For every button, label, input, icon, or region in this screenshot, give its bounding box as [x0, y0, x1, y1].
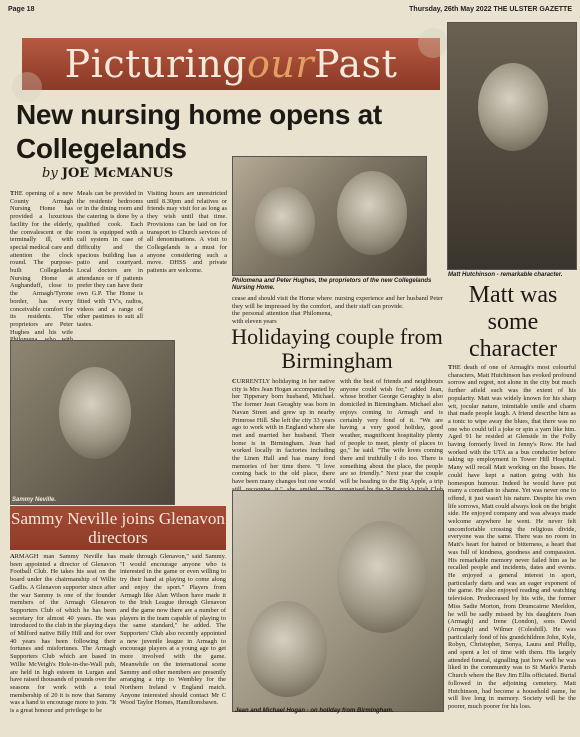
- sammy-headline-band: [10, 506, 226, 550]
- lead-column-3-visible: Visiting hours are unrestricted until 8.30pm and relatives or friends may visit for as long as they wish until that time. Provisions can be laid on for transport to Church services of all denominations. A visit to Collegelands is a must for anyone considering such a move. DHSS and private patients are welcome.: [147, 190, 227, 275]
- sammy-face: [59, 367, 131, 459]
- byline-author: JOE McMANUS: [61, 166, 174, 181]
- banner-word-our: our: [247, 42, 315, 86]
- holiday-column-1: CURRENTLY holidaying in her native city is Mrs Jean Hogan accompanied by her Tipperary born husband, Michael. The former Jean Geraghty was born in Navan Street and grew up in nearby Primrose Hill. She left the city 33 years ago to work with in England where she met and married her husband. Their home is in Birmingham. Jean had worked locally in factories including the Linen Hall and has many fond memories of her time there. "I love coming back to the old place, there have been many changes but one would: [232, 378, 335, 486]
- michael-face: [337, 521, 427, 633]
- matt-headline: Matt was some character: [468, 282, 558, 362]
- byline-prefix: by: [42, 166, 58, 181]
- lead-column-2: Meals can be provided in the residents' bedrooms or in the dining room and the catering is done by a qualified cook. Each room is equipped with a call system in case of difficulty and the spacious building has a patio and courtyard. Local doctors are in attendance or if patients prefer they can have their own G.P. The Home is fitted with TV's, radios, videos and a range of other pastimes to suit all tastes.: [77, 190, 143, 328]
- hughes-photo-caption: Philomena and Peter Hughes, the proprietors of the new Collegelands Nursing Home.: [232, 278, 432, 291]
- holiday-headline: Holidaying couple from Birmingham: [231, 324, 443, 373]
- picturing-our-past-banner: [22, 38, 440, 90]
- lead-column-5: nursing experience and her husband Peter and their staff can provide.: [335, 295, 443, 310]
- holiday-column-2: with the best of friends and neighbours anyone could wish for," added Jean, whose brother George Geraghty is also domiciled in Birmingham. Michael also enjoys coming to Armagh and is certainly very fond of it. "We are having a very good holiday, good weather, magnificent hospitality plenty of people to meet, plenty of places to go," he said. "The wife loves coming there and truthfully I do too. There is something about the place, the people are so friendly." Next year the couple will be heading to the Big Apple, a trip: [340, 378, 443, 486]
- peter-face: [337, 171, 407, 255]
- matt-hutchinson-photo: [447, 22, 577, 270]
- banner-word-picturing: Picturing: [64, 42, 248, 86]
- lead-column-1: THE opening of a new County Armagh Nursing Home has provided a luxurious facility for the elderly, the convalescent or the terminally ill, with special medical care and attention the clock round. The purpose-built Collegelands Nursing Home at Aughanduff, close to the Armagh/Tyrone border, has every conceivable comfort for its residents. The proprietors are Peter Hughes and his wife: [10, 190, 73, 336]
- matt-story-body: THE death of one of Armagh's most colourful characters, Matt Hutchinson has evoked profound sorrow and regret, not alone in the city but much further afield such was the extent of his popularity. Matt was widely known for his sharp wit, jocular nature, inimitable smile and charm that made people laugh. A friend describe him as a tonic to wipe away the blues, that there was no one who could tell a joke or spin a yarn like him. Aged 91 he resided at Glenside in the Folly having formerly lived in Jenny's Row. He had worked with the UTA as a bus conductor before taking up employment in Tower Hill Hospital. Many will recall Matt working on the buses. He could have kept a nation going with his homespun humour. Indeed he would have put many a comedian to shame. Yet was never one to offend, it just wasn't his nature. Despite his own life sorrows, Matt could always look on the bright side. He enjoyed company and was always made welcome anywhere he went. He never felt uncomfortable crossing the religious divide, everyone was the same. There was no room in Matt's heart for hatred or bitterness, a heart that was full of kindness, goodness and compassion. His remarkable memory never failed him as he recalled people and incidents, dates and events. He enjoyed a general interest in sport, particularly darts and was an eager exponent of the game. He also enjoyed reading and watching television. Predeceased by his wife, the former Miss Sadie Morton, from Drumcairne Meeldon, he will be sadly missed by his daughters Joan (Armagh) and Irene (London), sons David (Armagh) and Wilmer (Coleshill). He was particularly fond of his grandchildren John, Kyle, Robyn, Christopher, Sonya, Laura and Phillip, and spent a lot of time with them. His largely attended funeral, signalling just how well he was liked in the community was to St Mark's Parish Church where the Rev Jim Ellis officiated. Burial followed in the adjoining cemetery. Matt Hutchinson, had become a household name, he will live long in memory. Society will be the poorer, much poorer for his loss.: [448, 364, 576, 710]
- sammy-headline: Sammy Neville joins Glenavon directors: [11, 509, 225, 547]
- jean-michael-hogan-photo: [232, 490, 444, 712]
- sammy-column-1: ARMAGH man Sammy Neville has been appointed a director of Glenavon Football Club. He takes his seat on the board under the chairmanship of Willie Gadlis. A Glenavon supporter since after the war Sammy is one of the founder members of the Armagh Glenavon Supporters Club of which he has been secretary for almost 40 years. He was introduced to the club in the playing days of Milford native Billy Hill and for over 40 years has been following their fortunes and misfortunes. The Armagh Supporters Club which are based in Willie McVeigh's Hole-in-the-Wall pub, are held in high esteem in Lurgan and have raised thousands of pounds over the seasons for work with a total membership of 20 it is now that Sammy was a hand to encourage more to join. "It is a great honour and privilege to be: [10, 553, 116, 715]
- matt-photo-caption: Matt Hutchinson - remarkable character.: [448, 272, 563, 278]
- hughes-couple-photo: [232, 156, 427, 276]
- philomena-face: [255, 187, 315, 259]
- lead-byline: [42, 166, 173, 181]
- lead-headline: New nursing home opens at Collegelands: [16, 99, 382, 164]
- sammy-neville-photo: [10, 340, 175, 505]
- jean-photo-caption: Jean and Michael Hogan - on holiday from Birmingham.: [235, 708, 394, 714]
- banner-word-past: Past: [314, 42, 398, 86]
- lead-column-4: cease and should visit the Home where they will be impressed by the comfort, the personal attention that Philomena, with eleven years: [232, 295, 332, 326]
- sammy-photo-caption: Sammy Neville.: [12, 497, 57, 503]
- page-header: [0, 0, 580, 18]
- matt-face: [478, 63, 548, 151]
- sammy-column-2: made through Glenavon," said Sammy. "I would encourage anyone who is interested in the game or even willing to try their hand at playing to come along and enjoy the sport." Players from Armagh like Alan Wilson have made it to the Irish League through Glenavon and the game now there are a number of players in the team capable of playing to the same standard," he added. The Supporters' Club also recently appointed a new juvenile league in Armagh to encourage players at a young age to get more involved with the game. Meanwhile on the international scene Sammy and other members are presently arranging a trip to Wembley for the Northern Ireland v England match. Anyone interested should contact Mr C Wood Taylor Homes, Hamiltonsbawn.: [120, 553, 226, 707]
- page-number: Page 18: [8, 5, 35, 13]
- paper-date: Thursday, 26th May 2022 THE ULSTER GAZETTE: [409, 5, 572, 13]
- jean-face: [247, 601, 327, 697]
